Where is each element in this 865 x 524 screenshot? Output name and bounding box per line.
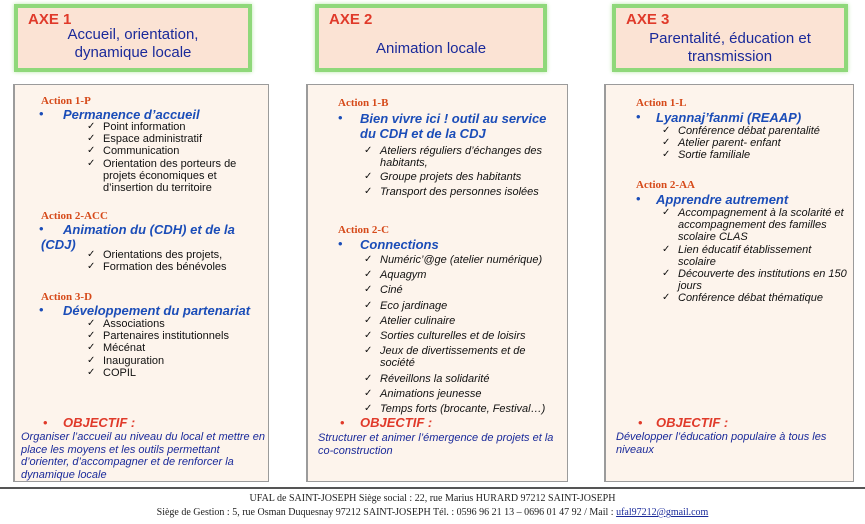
check-icon: ✓ bbox=[87, 133, 96, 145]
action-items bbox=[83, 121, 263, 194]
check-icon: ✓ bbox=[662, 268, 671, 280]
bullet-icon: • bbox=[636, 191, 641, 206]
check-icon: ✓ bbox=[87, 145, 96, 157]
axe-2-header bbox=[315, 4, 547, 72]
list-item: ✓ Conférence débat thématique bbox=[662, 292, 823, 305]
footer-address: Siège de Gestion : 5, rue Osman Duquesnay 97212 SAINT-JOSEPH Tél. : 0596 96 21 13 – 0696 01 47 92 / Mail : bbox=[156, 507, 617, 518]
list-item: ✓ Inauguration bbox=[87, 354, 165, 367]
check-icon: ✓ bbox=[87, 121, 96, 132]
list-item: ✓ Communication bbox=[87, 145, 180, 158]
list-item: ✓ Ateliers réguliers d’échanges des habitants, bbox=[364, 145, 543, 170]
list-item: ✓ Mécénat bbox=[87, 342, 146, 355]
action-items bbox=[658, 125, 848, 162]
check-icon: ✓ bbox=[364, 145, 373, 156]
check-icon: ✓ bbox=[87, 318, 96, 329]
objectif-bullet-icon: • bbox=[638, 415, 643, 430]
list-item: ✓ Atelier culinaire bbox=[364, 314, 456, 327]
list-item: ✓ Temps forts (brocante, Festival…) bbox=[364, 403, 546, 416]
list-item: ✓ Point information bbox=[87, 121, 186, 133]
list-item: ✓ Groupe projets des habitants bbox=[364, 171, 522, 184]
check-icon: ✓ bbox=[364, 314, 373, 326]
objectif-bullet-icon: • bbox=[340, 415, 345, 430]
check-icon: ✓ bbox=[87, 261, 96, 273]
action-items bbox=[83, 318, 263, 379]
objectif-label: OBJECTIF : bbox=[360, 415, 433, 430]
check-icon: ✓ bbox=[662, 137, 671, 149]
check-icon: ✓ bbox=[87, 354, 96, 366]
check-icon: ✓ bbox=[662, 292, 671, 304]
list-item: ✓ Conférence débat parentalité bbox=[662, 125, 820, 137]
axe-1-title-line: Accueil, orientation, bbox=[67, 26, 199, 43]
action-title: Permanence d’accueil bbox=[63, 107, 200, 122]
objectif-text: Organiser l’accueil au niveau du local et mettre en place les moyens et les outils permettant d’orienter, d’accompagner et de renforcer la dynamique locale bbox=[21, 431, 265, 481]
axe-3-title-line: transmission bbox=[687, 48, 773, 65]
list-item: ✓ Animations jeunesse bbox=[364, 387, 482, 400]
check-icon: ✓ bbox=[662, 125, 671, 136]
footer-email-link[interactable]: ufal97212@gmail.com bbox=[616, 507, 709, 518]
column-axe-3 bbox=[604, 84, 854, 482]
axe-3-title-line: Parentalité, éducation et bbox=[649, 30, 811, 47]
action-items bbox=[83, 249, 263, 273]
action-title: Bien vivre ici ! outil au service du CDH et de la CDJ bbox=[360, 111, 547, 141]
action-label: Action 1-L bbox=[636, 97, 687, 109]
check-icon: ✓ bbox=[662, 149, 671, 161]
check-icon: ✓ bbox=[662, 243, 671, 255]
action-title: Développement du partenariat bbox=[63, 303, 251, 318]
check-icon: ✓ bbox=[87, 342, 96, 354]
check-icon: ✓ bbox=[87, 330, 96, 342]
list-item: ✓ Accompagnement à la scolarité et accompagnement des familles scolaire CLAS bbox=[662, 207, 844, 244]
list-item: ✓ Aquagym bbox=[364, 269, 427, 282]
action-label: Action 1-B bbox=[338, 97, 389, 109]
list-item: ✓ Sortie familiale bbox=[662, 149, 751, 162]
objectif-label: OBJECTIF : bbox=[63, 415, 136, 430]
check-icon: ✓ bbox=[364, 254, 373, 265]
axe-1-title-line: dynamique locale bbox=[74, 44, 192, 61]
check-icon: ✓ bbox=[364, 372, 373, 384]
bullet-icon: • bbox=[636, 109, 641, 124]
list-item: ✓ Orientation des porteurs de projets économiques et d’insertion du territoire bbox=[87, 157, 237, 195]
list-item: ✓ Transport des personnes isolées bbox=[364, 185, 539, 198]
list-item: ✓ Sorties culturelles et de loisirs bbox=[364, 330, 526, 343]
footer-line-2 bbox=[0, 507, 865, 518]
bullet-icon: • bbox=[338, 236, 343, 251]
bullet-icon: • bbox=[39, 221, 44, 236]
list-item: ✓ Jeux de divertissements et de société bbox=[364, 345, 526, 370]
action-label: Action 2-C bbox=[338, 224, 390, 236]
check-icon: ✓ bbox=[87, 249, 96, 260]
list-item: ✓ Orientations des projets, bbox=[87, 249, 223, 261]
check-icon: ✓ bbox=[87, 157, 96, 169]
axe-2-tag: AXE 2 bbox=[329, 11, 373, 28]
axe-2-title-line: Animation locale bbox=[375, 40, 487, 57]
list-item: ✓ Espace administratif bbox=[87, 133, 203, 146]
list-item: ✓ Atelier parent- enfant bbox=[662, 137, 781, 150]
axe-1-header bbox=[14, 4, 252, 72]
objectif-text: Structurer et animer l’émergence de projets et la co-construction bbox=[318, 432, 554, 457]
list-item: ✓ Lien éducatif établissement scolaire bbox=[662, 243, 812, 268]
list-item: ✓ Découverte des institutions en 150 jours bbox=[662, 268, 847, 293]
footer-line-1: UFAL de SAINT-JOSEPH Siège social : 22, rue Marius HURARD 97212 SAINT-JOSEPH bbox=[249, 493, 616, 504]
objectif-bullet-icon: • bbox=[43, 415, 48, 430]
check-icon: ✓ bbox=[364, 403, 373, 415]
check-icon: ✓ bbox=[364, 345, 373, 357]
action-items bbox=[360, 145, 560, 198]
check-icon: ✓ bbox=[662, 207, 671, 218]
bullet-icon: • bbox=[39, 302, 44, 317]
list-item: ✓ Partenaires institutionnels bbox=[87, 330, 229, 343]
axe-1-tag: AXE 1 bbox=[28, 11, 72, 28]
list-item: ✓ Associations bbox=[87, 318, 165, 330]
list-item: ✓ Réveillons la solidarité bbox=[364, 372, 490, 385]
check-icon: ✓ bbox=[364, 387, 373, 399]
check-icon: ✓ bbox=[87, 366, 96, 378]
bullet-icon: • bbox=[39, 106, 44, 121]
action-title: Connections bbox=[360, 237, 439, 252]
list-item: ✓ Eco jardinage bbox=[364, 299, 448, 312]
axe-3-tag: AXE 3 bbox=[626, 11, 670, 28]
bullet-icon: • bbox=[338, 110, 343, 125]
action-title: Animation du (CDH) et de la (CDJ) bbox=[41, 222, 235, 252]
list-item: ✓ Formation des bénévoles bbox=[87, 261, 227, 274]
check-icon: ✓ bbox=[364, 171, 373, 183]
action-items bbox=[360, 254, 560, 415]
column-axe-2 bbox=[306, 84, 568, 482]
action-items bbox=[658, 207, 850, 305]
check-icon: ✓ bbox=[364, 269, 373, 281]
action-label: Action 3-D bbox=[41, 291, 93, 303]
footer-divider bbox=[0, 487, 865, 489]
column-axe-1 bbox=[13, 84, 269, 482]
check-icon: ✓ bbox=[364, 299, 373, 311]
check-icon: ✓ bbox=[364, 284, 373, 296]
action-label: Action 2-AA bbox=[636, 179, 695, 191]
check-icon: ✓ bbox=[364, 330, 373, 342]
action-title: Apprendre autrement bbox=[656, 192, 789, 207]
objectif-text: Développer l’éducation populaire à tous les niveaux bbox=[616, 431, 827, 456]
action-title: Lyannaj’fanmi (REAAP) bbox=[656, 110, 802, 125]
axe-3-header bbox=[612, 4, 848, 72]
list-item: ✓ Numéric’@ge (atelier numérique) bbox=[364, 254, 543, 266]
check-icon: ✓ bbox=[364, 185, 373, 197]
list-item: ✓ Ciné bbox=[364, 284, 403, 297]
objectif-label: OBJECTIF : bbox=[656, 415, 729, 430]
action-label: Action 2-ACC bbox=[41, 210, 108, 222]
list-item: ✓ COPIL bbox=[87, 366, 137, 379]
action-label: Action 1-P bbox=[41, 95, 91, 107]
